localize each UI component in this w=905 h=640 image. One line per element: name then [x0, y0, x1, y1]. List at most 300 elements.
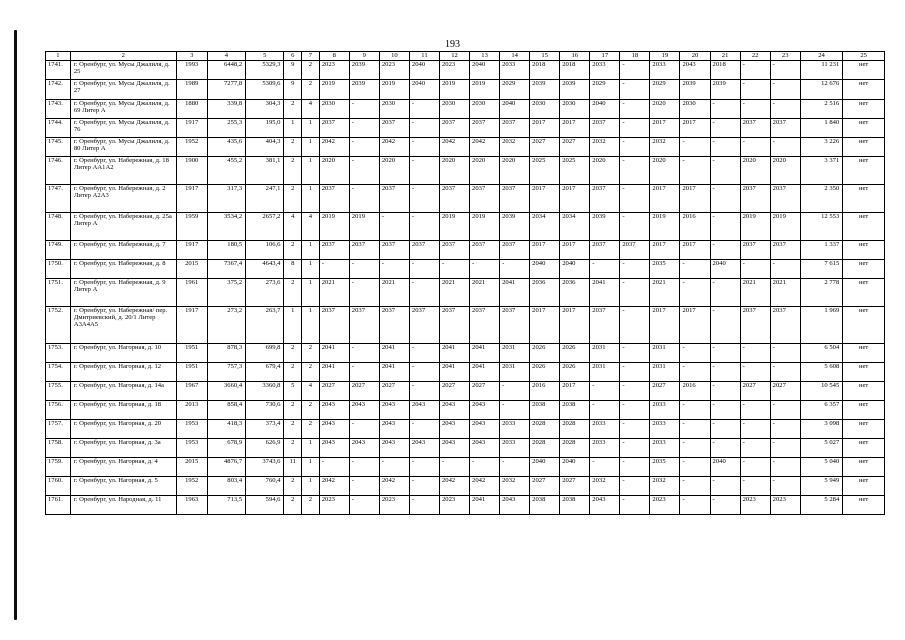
column-header: 16	[560, 52, 590, 61]
data-cell: 878,3	[207, 344, 245, 363]
data-cell: 713,5	[207, 496, 245, 515]
data-cell: нет	[843, 61, 885, 80]
data-cell: 2029	[650, 80, 680, 100]
data-cell: 679,4	[246, 363, 284, 382]
data-cell: 2037	[409, 241, 439, 260]
data-cell: 2031	[590, 344, 620, 363]
data-cell: 2	[284, 138, 302, 157]
data-cell: -	[620, 458, 650, 477]
table-row	[46, 185, 885, 213]
table-row	[46, 307, 885, 344]
data-cell: -	[349, 477, 379, 496]
data-cell: -	[379, 458, 409, 477]
table-row	[46, 119, 885, 138]
column-header: 8	[319, 52, 349, 61]
data-cell: 2037	[379, 307, 409, 344]
data-cell: 2033	[500, 61, 530, 80]
data-cell: 760,4	[246, 477, 284, 496]
data-cell: 2038	[560, 401, 590, 420]
data-cell: 2021	[470, 279, 500, 307]
data-cell: 2027	[379, 382, 409, 401]
data-cell: 2028	[560, 439, 590, 458]
data-cell: 1	[302, 241, 320, 260]
data-cell: 2043	[439, 420, 469, 439]
data-cell: -	[500, 382, 530, 401]
data-cell: 12 553	[800, 213, 843, 241]
data-cell: -	[710, 439, 740, 458]
data-cell: 2019	[770, 213, 800, 241]
data-cell: -	[349, 458, 379, 477]
data-cell: 2031	[650, 363, 680, 382]
data-cell: 1961	[176, 279, 207, 307]
data-cell: -	[349, 420, 379, 439]
data-cell: 2023	[770, 496, 800, 515]
data-cell: -	[590, 260, 620, 279]
data-cell: 3 226	[800, 138, 843, 157]
data-cell: 1	[302, 185, 320, 213]
data-cell: 2031	[650, 344, 680, 363]
column-header: 1	[46, 52, 71, 61]
data-cell: 2042	[439, 477, 469, 496]
data-cell: -	[680, 279, 710, 307]
data-cell: 2 350	[800, 185, 843, 213]
data-cell: нет	[843, 80, 885, 100]
data-cell: 2017	[650, 185, 680, 213]
data-cell: 1	[302, 260, 320, 279]
data-cell: 2037	[349, 307, 379, 344]
data-cell: -	[740, 138, 770, 157]
data-cell: 2040	[409, 61, 439, 80]
data-cell: 2025	[530, 157, 560, 185]
data-cell: 2017	[560, 307, 590, 344]
data-cell: 2030	[470, 100, 500, 119]
data-cell: 2036	[560, 279, 590, 307]
data-cell: 2042	[379, 477, 409, 496]
data-cell: 2017	[530, 307, 560, 344]
data-cell: -	[740, 363, 770, 382]
data-cell: -	[409, 477, 439, 496]
data-cell: 12 676	[800, 80, 843, 100]
data-cell: 1	[302, 458, 320, 477]
table-row	[46, 61, 885, 80]
data-cell: 2035	[650, 458, 680, 477]
data-cell: -	[620, 439, 650, 458]
data-cell: 2037	[379, 185, 409, 213]
data-cell: 2039	[530, 80, 560, 100]
data-cell: 2020	[470, 157, 500, 185]
data-cell: 2040	[710, 458, 740, 477]
data-cell: 2037	[500, 119, 530, 138]
data-cell: 2037	[590, 185, 620, 213]
address-cell: г. Оренбург, ул. Набережная, д. 7	[70, 241, 176, 260]
column-header: 2	[70, 52, 176, 61]
table-row	[46, 138, 885, 157]
data-cell: 2039	[500, 213, 530, 241]
data-cell: 4	[302, 213, 320, 241]
row-number: 1755.	[46, 382, 71, 401]
data-cell: 2019	[470, 213, 500, 241]
data-cell: нет	[843, 138, 885, 157]
data-cell: 2037	[379, 241, 409, 260]
data-cell: нет	[843, 157, 885, 185]
data-cell: 2037	[319, 241, 349, 260]
table-row	[46, 157, 885, 185]
data-cell: 2042	[379, 138, 409, 157]
data-cell: -	[770, 363, 800, 382]
data-cell: 2033	[650, 420, 680, 439]
address-cell: г. Оренбург, ул. Народная, д. 11	[70, 496, 176, 515]
data-cell: 5 949	[800, 477, 843, 496]
data-cell: -	[710, 185, 740, 213]
data-cell: -	[590, 382, 620, 401]
data-cell: 2037	[319, 119, 349, 138]
data-cell: 2023	[439, 61, 469, 80]
data-cell: 1917	[176, 119, 207, 138]
data-cell: -	[620, 157, 650, 185]
data-cell: 2033	[650, 439, 680, 458]
data-cell: 2030	[560, 100, 590, 119]
data-cell: -	[710, 382, 740, 401]
data-cell: -	[710, 213, 740, 241]
data-cell: 1951	[176, 344, 207, 363]
data-cell: 2038	[530, 496, 560, 515]
data-cell: 2017	[650, 307, 680, 344]
data-cell: 2	[284, 401, 302, 420]
data-cell: -	[770, 439, 800, 458]
data-cell: 2031	[500, 344, 530, 363]
data-cell: 2043	[379, 439, 409, 458]
data-cell: -	[349, 157, 379, 185]
data-cell: -	[710, 344, 740, 363]
data-cell: 418,3	[207, 420, 245, 439]
data-cell: -	[409, 496, 439, 515]
data-cell: 1	[302, 138, 320, 157]
data-cell: 2038	[530, 401, 560, 420]
data-cell: -	[620, 61, 650, 80]
data-cell: 2	[302, 496, 320, 515]
data-cell: 2017	[650, 241, 680, 260]
data-cell: 2028	[560, 420, 590, 439]
column-header: 11	[409, 52, 439, 61]
data-cell: 2	[284, 496, 302, 515]
data-cell: 9	[284, 61, 302, 80]
data-cell: -	[680, 157, 710, 185]
data-cell: -	[710, 307, 740, 344]
header-row	[46, 52, 885, 61]
data-cell: -	[409, 213, 439, 241]
data-cell: 2037	[770, 307, 800, 344]
row-number: 1759.	[46, 458, 71, 477]
data-cell: -	[349, 279, 379, 307]
data-cell: 9	[284, 80, 302, 100]
data-cell: 2032	[500, 477, 530, 496]
data-cell: 2020	[439, 157, 469, 185]
data-cell: -	[770, 477, 800, 496]
data-cell: 1993	[176, 61, 207, 80]
data-cell: 6448,2	[207, 61, 245, 80]
data-cell: -	[620, 344, 650, 363]
data-cell: 2041	[470, 344, 500, 363]
data-cell: 247,1	[246, 185, 284, 213]
data-cell: 2039	[349, 80, 379, 100]
data-cell: 2037	[740, 307, 770, 344]
data-cell: 3 371	[800, 157, 843, 185]
row-number: 1752.	[46, 307, 71, 344]
data-cell: 2	[284, 363, 302, 382]
table-row	[46, 363, 885, 382]
data-cell: 2041	[590, 279, 620, 307]
data-cell: 2	[284, 185, 302, 213]
data-cell: 2037	[439, 119, 469, 138]
data-cell: нет	[843, 100, 885, 119]
data-cell: 2027	[349, 382, 379, 401]
data-cell: 6 504	[800, 344, 843, 363]
data-cell: 4876,7	[207, 458, 245, 477]
data-cell: 2019	[319, 213, 349, 241]
column-header: 24	[800, 52, 843, 61]
data-cell: 2017	[530, 185, 560, 213]
address-cell: г. Оренбург, ул. Нагорная, д. 10	[70, 344, 176, 363]
data-cell: -	[770, 420, 800, 439]
data-cell: -	[379, 260, 409, 279]
data-cell: -	[620, 477, 650, 496]
data-cell: 404,3	[246, 138, 284, 157]
data-cell: нет	[843, 260, 885, 279]
data-cell: 1951	[176, 363, 207, 382]
data-cell: -	[379, 213, 409, 241]
data-cell: 4	[284, 213, 302, 241]
table-row	[46, 279, 885, 307]
page-binding-edge	[14, 30, 17, 620]
column-header: 25	[843, 52, 885, 61]
data-cell: 2017	[560, 382, 590, 401]
data-cell: 2041	[470, 363, 500, 382]
data-cell: 2023	[439, 496, 469, 515]
row-number: 1742.	[46, 80, 71, 100]
data-cell: 2019	[650, 213, 680, 241]
data-cell: 2037	[770, 185, 800, 213]
address-cell: г. Оренбург, ул. Нагорная, д. 18	[70, 401, 176, 420]
data-cell: 7277,8	[207, 80, 245, 100]
data-cell: 2026	[530, 363, 560, 382]
data-cell: 2017	[680, 119, 710, 138]
data-cell: -	[349, 100, 379, 119]
data-cell: 2043	[319, 401, 349, 420]
data-cell: 2043	[349, 401, 379, 420]
data-cell: 626,9	[246, 439, 284, 458]
data-cell: -	[620, 185, 650, 213]
data-cell: 2017	[680, 241, 710, 260]
data-cell: 2040	[409, 80, 439, 100]
data-cell: 7 615	[800, 260, 843, 279]
data-cell: 2023	[319, 496, 349, 515]
data-cell: -	[740, 420, 770, 439]
column-header: 10	[379, 52, 409, 61]
data-cell: 1	[302, 477, 320, 496]
data-cell: -	[349, 344, 379, 363]
data-cell: 2041	[319, 363, 349, 382]
data-cell: 2027	[740, 382, 770, 401]
data-cell: нет	[843, 477, 885, 496]
data-cell: 2017	[560, 185, 590, 213]
table-row	[46, 241, 885, 260]
data-cell: 2037	[500, 241, 530, 260]
data-cell: -	[409, 100, 439, 119]
data-cell: -	[620, 307, 650, 344]
data-cell: -	[740, 100, 770, 119]
column-header: 14	[500, 52, 530, 61]
data-cell: нет	[843, 496, 885, 515]
column-header: 15	[530, 52, 560, 61]
data-cell: 1952	[176, 138, 207, 157]
data-cell: 2017	[680, 185, 710, 213]
table-row	[46, 80, 885, 100]
data-cell: -	[770, 401, 800, 420]
data-cell: 1953	[176, 439, 207, 458]
data-cell: 2027	[560, 477, 590, 496]
data-cell: -	[710, 420, 740, 439]
data-cell: 1	[302, 119, 320, 138]
data-cell: нет	[843, 279, 885, 307]
data-cell: -	[680, 420, 710, 439]
data-cell: -	[409, 260, 439, 279]
data-cell: 3 098	[800, 420, 843, 439]
data-cell: -	[710, 477, 740, 496]
data-cell: 435,6	[207, 138, 245, 157]
data-cell: -	[409, 119, 439, 138]
row-number: 1751.	[46, 279, 71, 307]
data-cell: 2037	[470, 241, 500, 260]
data-cell: 2021	[379, 279, 409, 307]
data-cell: -	[409, 363, 439, 382]
data-cell: 2039	[349, 61, 379, 80]
data-cell: -	[349, 496, 379, 515]
data-cell: 2019	[379, 80, 409, 100]
address-cell: г. Оренбург, ул. Нагорная, д. 12	[70, 363, 176, 382]
data-cell: 2025	[560, 157, 590, 185]
data-cell: 4643,4	[246, 260, 284, 279]
data-cell: 3743,6	[246, 458, 284, 477]
data-cell: 2013	[176, 401, 207, 420]
column-header: 23	[770, 52, 800, 61]
data-cell: -	[620, 119, 650, 138]
data-cell: -	[409, 157, 439, 185]
row-number: 1758.	[46, 439, 71, 458]
data-cell: 2040	[470, 61, 500, 80]
data-cell: 1 840	[800, 119, 843, 138]
data-cell: -	[710, 496, 740, 515]
data-cell: 1900	[176, 157, 207, 185]
data-cell: 2030	[530, 100, 560, 119]
data-cell: 2043	[470, 401, 500, 420]
row-number: 1761.	[46, 496, 71, 515]
data-cell: 2	[302, 61, 320, 80]
data-cell: 1	[302, 307, 320, 344]
data-cell: -	[770, 100, 800, 119]
data-cell: 2037	[500, 307, 530, 344]
address-cell: г. Оренбург, ул. Нагорная, д. 4	[70, 458, 176, 477]
data-cell: 2031	[500, 363, 530, 382]
data-cell: 2019	[319, 80, 349, 100]
data-cell: 2018	[560, 61, 590, 80]
data-cell: -	[770, 260, 800, 279]
data-cell: 381,1	[246, 157, 284, 185]
column-header: 3	[176, 52, 207, 61]
data-cell: -	[470, 458, 500, 477]
address-cell: г. Оренбург, ул. Нагорная, д. 14а	[70, 382, 176, 401]
data-cell: 2030	[379, 100, 409, 119]
data-cell: 2023	[379, 61, 409, 80]
data-cell: 2	[284, 344, 302, 363]
row-number: 1753.	[46, 344, 71, 363]
data-cell: 2037	[500, 185, 530, 213]
data-cell: 2	[284, 477, 302, 496]
data-cell: 304,3	[246, 100, 284, 119]
data-cell: 2040	[530, 458, 560, 477]
data-cell: 2033	[500, 439, 530, 458]
row-number: 1754.	[46, 363, 71, 382]
data-cell: 2 516	[800, 100, 843, 119]
data-cell: нет	[843, 241, 885, 260]
data-cell: 2017	[680, 307, 710, 344]
data-cell: -	[710, 279, 740, 307]
column-header: 7	[302, 52, 320, 61]
data-cell: -	[319, 458, 349, 477]
data-cell: 2037	[770, 119, 800, 138]
data-cell: 2036	[530, 279, 560, 307]
data-cell: -	[349, 260, 379, 279]
data-cell: -	[740, 439, 770, 458]
data-cell: 2026	[530, 344, 560, 363]
data-cell: 2033	[650, 401, 680, 420]
data-cell: 2020	[650, 100, 680, 119]
data-cell: 2039	[680, 80, 710, 100]
data-cell: 2037	[319, 185, 349, 213]
data-cell: 2043	[470, 420, 500, 439]
data-cell: 4	[302, 100, 320, 119]
data-cell: 7367,4	[207, 260, 245, 279]
data-cell: -	[770, 458, 800, 477]
data-cell: 2033	[590, 420, 620, 439]
data-cell: 195,0	[246, 119, 284, 138]
data-cell: 1963	[176, 496, 207, 515]
table-row	[46, 477, 885, 496]
data-cell: 2021	[439, 279, 469, 307]
address-cell: г. Оренбург, ул. Набережная, д. 2 Литер А2А3	[70, 185, 176, 213]
data-cell: 2	[284, 279, 302, 307]
data-cell: 1917	[176, 241, 207, 260]
data-cell: 2039	[590, 213, 620, 241]
data-cell: -	[620, 420, 650, 439]
data-cell: 1	[302, 279, 320, 307]
data-cell: -	[740, 260, 770, 279]
data-cell: -	[740, 80, 770, 100]
address-cell: г. Оренбург, ул. Набережная, д. 8	[70, 260, 176, 279]
data-cell: 2041	[500, 279, 530, 307]
data-cell: -	[710, 363, 740, 382]
data-cell: 5 027	[800, 439, 843, 458]
data-cell: 2040	[710, 260, 740, 279]
data-cell: 2040	[560, 458, 590, 477]
data-cell: -	[710, 119, 740, 138]
column-header: 18	[620, 52, 650, 61]
data-cell: 6 357	[800, 401, 843, 420]
data-cell: 273,6	[246, 279, 284, 307]
data-cell: 2019	[349, 213, 379, 241]
data-cell: -	[620, 100, 650, 119]
data-cell: 2037	[470, 307, 500, 344]
data-cell: 2023	[379, 496, 409, 515]
